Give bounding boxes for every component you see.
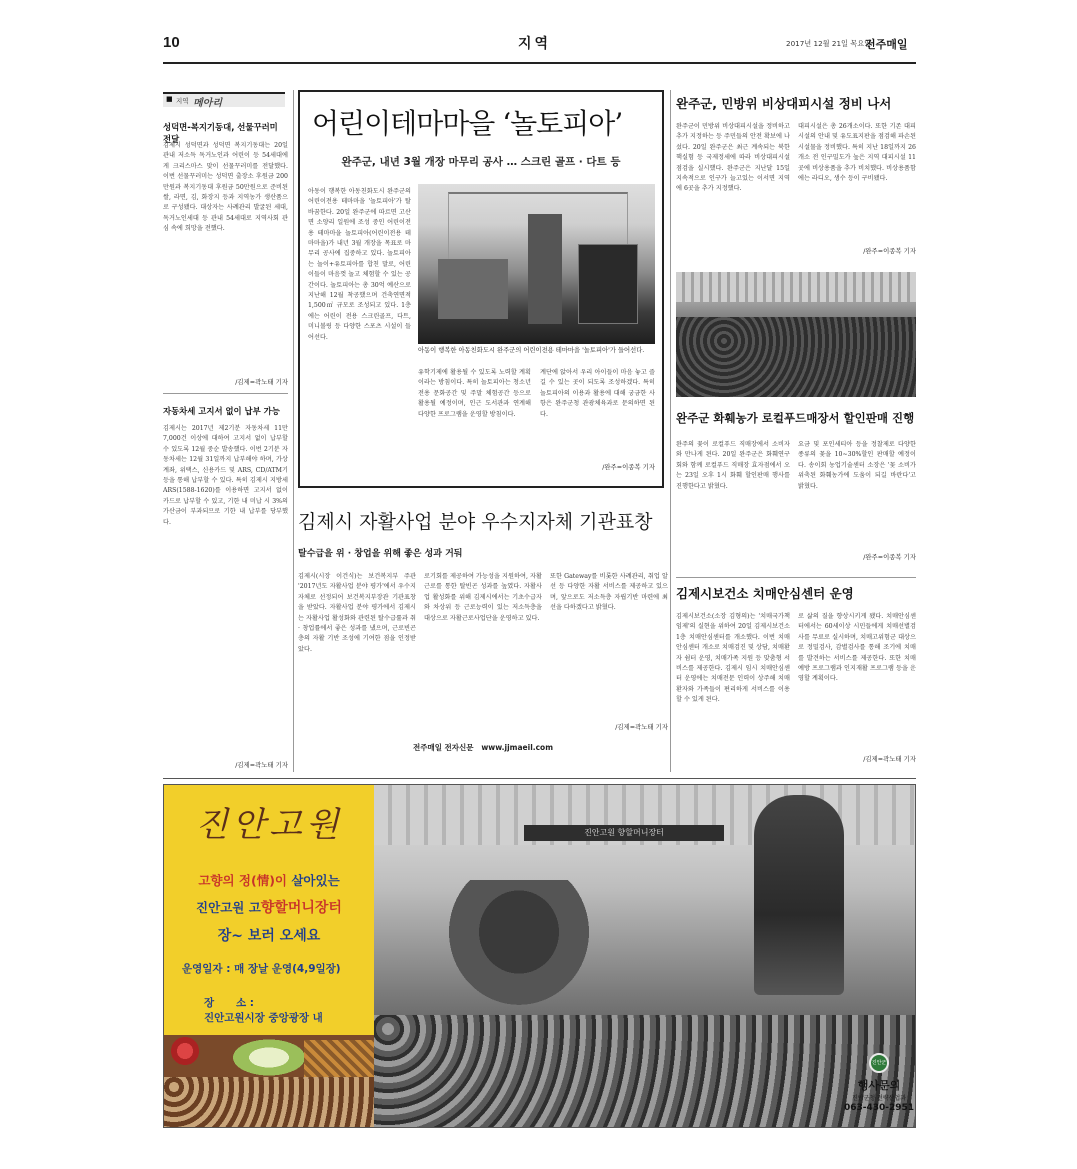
ad-call-to-action: 장~ 보러 오세요 — [217, 928, 321, 944]
story-byline: /김제=곽노태 기자 — [235, 378, 288, 386]
ad-top-rule — [163, 778, 916, 779]
story-divider — [676, 577, 916, 578]
feature-box — [298, 90, 664, 488]
story-body: 또한 Gateway를 비롯한 사례관리, 취업 알선 등 다양한 자활 서비스를 제공하고 있으며, 앞으로도 저소득층 자립기반 마련에 최선을 다하겠다고 밝혔다. — [550, 573, 668, 612]
ad-market-part: 진안고원 고 — [196, 900, 261, 915]
ad-produce-photo — [164, 1035, 374, 1128]
story-body: 김제시 성덕면과 성덕면 복지기동대는 20일 관내 저소득 독거노인과 어린이 등 54세대에게 크리스마스 맞이 선물꾸러미를 전달했다. 이번 선물꾸러미는 성덕면 출장소 후원금 200만원과 복지기동대 후원금 50만원으로 준비된 쌀, 라면, 김, 화장지 등과 지역농가 생산품으로 구성됐다. 대상자는 사례관리 발굴된 세대, 독거노인세대 등 관내 54세대로 지역사회 관심 속에 희망을 전했다. — [163, 142, 288, 233]
story-byline: /김제=곽노태 기자 — [615, 723, 668, 731]
ad-info-row — [182, 961, 372, 976]
column-separator — [293, 90, 294, 772]
ad-slogan-part: 살아있는 — [287, 873, 340, 888]
ad-slogan-part: 고향의 정(情)이 — [198, 873, 287, 888]
story-body: 완주군이 민방위 비상대피시설을 정비하고 추가 지정하는 등 주민들의 안전 확보에 나섰다. 20일 완주군은 최근 계속되는 북한 핵실험 등 국제정세에 따라 비상대피시설 점검을 실시했다. 완주군은 지난달 15일 지속적으로 인구가 늘고있는 이서면 지역에 6곳을 추가 지정했다. — [676, 123, 790, 193]
story-body: 김제시(시장 이건식)는 보건복지부 주관 '2017년도 자활사업 분야 평가'에서 우수지자체로 선정되어 보건복지부장관 기관표창을 받았다. 자활사업 분야 평가에서 김제시는 자활사업 활성화와 관련된 탈수급률과 취 · 창업률에서 좋은 성과를 냈으며, 근로빈곤층의 자활 기반 조성에 기여한 점을 인정받았다. — [298, 573, 416, 653]
story-headline: 김제시보건소 치매안심센터 운영 — [676, 586, 854, 601]
story-headline: 김제시 자활사업 분야 우수지자체 기관표창 — [298, 511, 653, 533]
county-seal-icon — [869, 1053, 889, 1073]
feature-body: 계단에 앉아서 우리 아이들이 마음 놓고 즐길 수 있는 곳이 되도록 조성하겠다. 특히 놀토피아의 이용과 활용에 대해 궁금한 사항은 완주군청 관광체육과로 문의하면 된다. — [540, 369, 655, 418]
header-rule — [163, 62, 916, 64]
feature-byline: /완주=이종복 기자 — [602, 463, 655, 471]
ad-info-label: 운영일자 : — [182, 963, 231, 975]
ad-info-value: 진안고원시장 중앙광장 내 — [203, 1012, 323, 1024]
ad-text-panel — [164, 785, 374, 1035]
seal-text: 진안군 — [871, 1060, 887, 1066]
column-label — [163, 92, 285, 107]
ad-logo: 진안고원 — [195, 805, 343, 845]
feature-body: 유학기제에 활용될 수 있도록 노력할 계획이라는 방침이다. 특히 놀토피아는 청소년 전용 문화공간 및 주말 체험공간 등으로 활용될 예정이며, 인근 도서관과 연계해 다양한 프로그램을 운영할 방침이다. — [418, 369, 531, 418]
ad-org-name: 행사문의 — [857, 1079, 901, 1092]
page-header — [163, 30, 916, 60]
story-subhead: 탈수급을 위 · 창업을 위해 좋은 성과 거둬 — [298, 549, 463, 559]
story-byline: /완주=이종복 기자 — [863, 553, 916, 561]
column-separator — [670, 90, 671, 772]
ad-organizer — [842, 1053, 916, 1127]
story-headline: 완주군 화훼농가 로컬푸드매장서 할인판매 진행 — [676, 411, 915, 425]
issue-date: 2017년 12월 21일 목요일 — [786, 39, 872, 48]
story-body: 요금 및 포인세티아 등을 정찰제로 다양한 종류의 꽃을 10~30%할인 판매할 예정이다. 송이회 농업기술센터 소장은 '꽃 소비가 위축된 화훼농가에 도움이 되길 바란다'고 밝혔다. — [798, 441, 916, 490]
story-byline: /김제=곽노태 기자 — [235, 761, 288, 769]
feature-photo-caption: 아동이 행복한 아동친화도시 완주군의 어린이전용 테마마을 '놀토피아'가 들어선다. — [418, 347, 645, 354]
story-body: 김제시는 2017년 제2기분 자동차세 11만7,000건 이상에 대하여 고지서 없이 납부할 수 있도록 12월 중순 발송했다. 이번 2기분 자동차세는 12월 31일까지 납부해야 하며, 가상계좌, 위택스, 신용카드 및 ARS, CD/ATM기 등을 통해 납부할 수 있다. 특히 김제시 지방세 ARS(1588-1620)를 이용하면 고지서 없이 카드로 납부할 수 있고, 기한 내 미납 시 3%의 가산금이 부과되므로 기한 내 납부를 당부했다. — [163, 425, 288, 526]
story-byline: /김제=곽노태 기자 — [863, 755, 916, 763]
story-body: 로기회를 제공하여 가능성을 지원하여, 자활근로를 통한 탈빈곤 성과를 높였다. 자활사업 활성화를 위해 김제시에서는 기초수급자와 차상위 등 근로능력이 있는 저소득층을 대상으로 자활근로사업단을 운영하고 있다. — [424, 573, 542, 622]
bullet-icon: ■ — [166, 95, 173, 103]
story-body: 로 삶의 질을 향상시키게 됐다. 치매안심센터에서는 60세이상 시민들에게 치매선별검사를 무료로 실시하며, 치매고위험군 대상으로 정밀검사, 감별검사를 통해 조기에 치매를 발견하는 서비스를 제공한다. 또한 치매 예방 프로그램과 인지재활 프로그램 등을 운영할 계획이다. — [798, 613, 916, 683]
e-paper-banner[interactable]: 전주매일 전자신문 www.jjmaeil.com — [412, 743, 554, 752]
story-headline: 완주군, 민방위 비상대피시설 정비 나서 — [676, 96, 892, 111]
story-body: 김제시보건소(소장 김형의)는 '치매국가책임제'의 실현을 위하여 20일 김제시보건소 1층 치매안심센터를 개소했다. 이번 치매안심센터 개소로 치매검진 및 상담, 치매환자 쉼터 운영, 치매가족 지원 등 맞춤형 서비스를 제공한다. 김제시 임시 치매안심센터 운영에는 치매전문 인력이 상주해 치매환자와 가족들이 편리하게 서비스를 이용할 수 있게 된다. — [676, 613, 790, 704]
feature-subhead: 완주군, 내년 3월 개장 마무리 공사 … 스크린 골프 · 다트 등 — [341, 156, 621, 168]
masthead-name: 전주매일 — [865, 38, 908, 51]
column-label-title: 메아리 — [193, 98, 222, 109]
ad-market-part: 향할머니장터 — [260, 900, 342, 916]
advertisement[interactable] — [163, 784, 916, 1128]
feature-photo — [418, 184, 655, 344]
column-label-prefix: 지역 — [176, 97, 189, 105]
ad-market-name — [164, 897, 374, 917]
ad-market-photo — [374, 785, 916, 1128]
ad-slogan — [164, 871, 374, 889]
story-title: 성덕면-복지기동대, 선물꾸러미 전달 — [163, 122, 278, 144]
story-title: 자동차세 고지서 없이 납부 가능 — [163, 406, 280, 416]
feature-headline: 어린이테마마을 ‘놀토피아’ — [312, 107, 623, 140]
ad-info-label: 장 소 : — [203, 997, 255, 1009]
story-body: 대피시설은 총 26개소이다. 또한 기존 대피시설의 안내 및 유도표지판을 점검해 파손된 시설물을 정비했다. 특히 지난 18일까지 26개소 전 인구밀도가 높은 지역 대피시설 11곳에 비상용품을 추가 비치했다. 비상용품함에는 라디오, 생수 등이 구비됐다. — [798, 123, 916, 183]
greenhouse-photo — [676, 272, 916, 397]
ad-info-value: 매 장날 운영(4,9일장) — [234, 963, 341, 975]
story-byline: /완주=이종복 기자 — [863, 247, 916, 255]
market-sign: 진안고원 향할머니장터 — [524, 825, 724, 841]
ad-org-sub: 진안군청 전략산업과 — [851, 1095, 907, 1102]
story-divider — [163, 393, 288, 394]
story-body: 완주의 꽃이 로컬푸드 직매장에서 소비자와 만나게 된다. 20일 완주군은 화훼연구회와 함께 로컬푸드 직매장 효자점에서 오는 23일 오후 1시 화훼 할인판매 행사를 진행한다고 밝혔다. — [676, 441, 790, 490]
page-number: 10 — [163, 34, 180, 51]
ad-info-row — [182, 983, 372, 1037]
section-title: 지역 — [518, 36, 552, 52]
ad-phone[interactable]: 063-430-2951 — [843, 1103, 915, 1113]
feature-body: 아동이 행복한 아동친화도시 완주군의 어린이전용 테마마을 '놀토피아'가 탈바꿈한다. 20일 완주군에 따르면 고산면 소양리 일원에 조성 중인 어린이전용 테마마을 놀토피아(어린이전용 테마마을)가 내년 3월 개장을 목표로 마무리 공사에 집중하고 있다. 놀토피아는 놀이+유토피아를 합친 말로, 어린이들이 마음껏 놀고 체험할 수 있는 공간이다. 놀토피아는 총 30억 예산으로 지난해 12월 착공했으며 건축연면적 1,500㎡ 규모로 조성되고 있다. 1층에는 어린이 전용 스크린골프, 다트, 미니볼링 등 다양한 스포츠 시설이 들어선다. — [308, 188, 411, 341]
